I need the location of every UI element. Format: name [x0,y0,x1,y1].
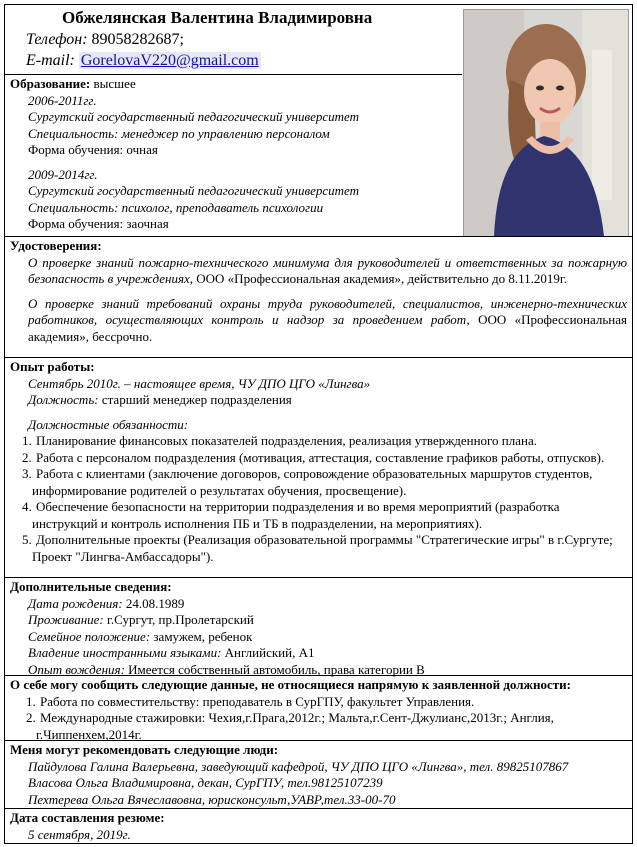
email-link[interactable]: GorelovaV220@gmail.com [80,52,259,69]
references-heading: Меня могут рекомендовать следующие люди: [10,742,279,757]
divider [4,236,633,237]
reference-person: Власова Ольга Владимировна, декан, СурГПУ, тел.98125107239 [28,775,383,790]
position-label: Должность: [28,392,99,407]
duty-item: 3. Работа с клиентами (заключение договоров, сопровождение образовательных маршрутов студентов, информирование родителей о результатах обучения, просвещение). [22,466,593,498]
divider [4,808,633,809]
references-section [10,742,627,808]
certificates-heading: Удостоверения: [10,238,102,253]
divider [4,74,462,75]
duty-item: 1. Планирование финансовых показателей подразделения, реализация утвержденного плана. [22,433,537,448]
reference-person: Пайдулова Галина Валерьевна, заведующий кафедрой, ЧУ ДПО ЦГО «Лингва», тел. 89825107867 [28,758,569,774]
about-item: 2. Международные стажировки: Чехия,г.Прага,2012г.; Мальта,г.Сент-Джулианс,2013г.; Англия, г.Чиппенхем,2014г. [26,710,554,742]
duty-item: 5. Дополнительные проекты (Реализация образовательной программы "Стратегические игры" в г.Сургуте; Проект "Лингва-Амбассадоры"). [22,532,613,564]
edu-years: 2009-2014гг. [28,166,98,182]
info-row: Семейное положение: замужем, ребенок [28,628,253,644]
about-heading: О себе могу сообщить следующие данные, не относящиеся напрямую к заявленной должности: [10,677,571,692]
resume-date-heading: Дата составления резюме: [10,810,165,825]
divider [4,740,633,741]
position-value: старший менеджер подразделения [101,392,292,407]
resume-date-section [10,810,627,843]
edu-form: Форма обучения: очная [28,142,158,157]
edu-form: Форма обучения: заочная [28,216,169,231]
resume-date: 5 сентября, 2019г. [28,826,131,842]
reference-person: Пехтерева Ольга Вячеславовна, юрисконсульт,УАВР,тел.33-00-70 [28,791,396,807]
edu-spec-label: Специальность: [28,125,119,141]
edu-years: 2006-2011гг. [28,92,97,108]
full-name: Обжелянская Валентина Владимировна [62,8,373,27]
experience-section [10,359,627,565]
email-label: E-mail: [26,52,75,69]
duty-item: 4. Обеспечение безопасности на территории подразделения и во время мероприятий (разработка инструкций и контроль исполнения ПБ и ТБ в подразделении, на мероприятиях). [22,499,560,531]
additional-heading: Дополнительные сведения: [10,579,172,594]
edu-institution: Сургутский государственный педагогический университет [28,109,360,124]
phone-line [26,31,184,49]
edu-spec: менеджер по управлению персоналом [121,125,330,141]
experience-heading: Опыт работы: [10,359,95,374]
additional-section [10,579,627,678]
info-row: Владение иностранными языками: Английский, А1 [28,645,315,660]
education-section [10,76,457,233]
edu-institution: Сургутский государственный педагогический университет [28,183,360,198]
job-period: Сентябрь 2010г. – настоящее время, ЧУ ДПО ЦГО «Лингва» [28,375,371,391]
duties-label: Должностные обязанности: [28,416,189,432]
certificates-section [10,238,627,345]
certificate-item: О проверке знаний пожарно-технического минимума для руководителей и ответственных за пожарную безопасность в учреждениях, ООО «Профессиональная академия», действительно до 8.11.2019г. [28,254,627,286]
phone-label: Телефон: [26,31,88,48]
info-row: Дата рождения: 24.08.1989 [28,595,185,611]
education-heading: Образование: [10,76,91,91]
divider [4,675,633,676]
info-row: Опыт вождения: Имеется собственный автомобиль, права категории В [28,661,425,677]
profile-photo [463,9,629,237]
email-line [26,52,261,70]
about-item: 1. Работа по совместительству: преподаватель в СурГПУ, факультет Управления. [26,693,475,709]
duty-item: 2. Работа с персоналом подразделения (мотивация, аттестация, составление графиков работы, отпусков). [22,449,605,465]
divider [4,357,633,358]
phone-value: 89058282687; [91,31,184,48]
divider [4,577,633,578]
edu-spec: психолог, преподаватель психологии [121,199,324,215]
edu-spec-label: Специальность: [28,199,119,215]
education-level: высшее [93,76,136,91]
about-section [10,677,627,743]
info-row: Проживание: г.Сургут, пр.Пролетарский [28,612,254,627]
certificate-item: О проверке знаний требований охраны труда руководителей, специалистов, инженерно-технических работников, осуществляющих контроль и надзор за проведением работ, ООО «Профессиональная академия», бессрочно. [28,295,628,344]
